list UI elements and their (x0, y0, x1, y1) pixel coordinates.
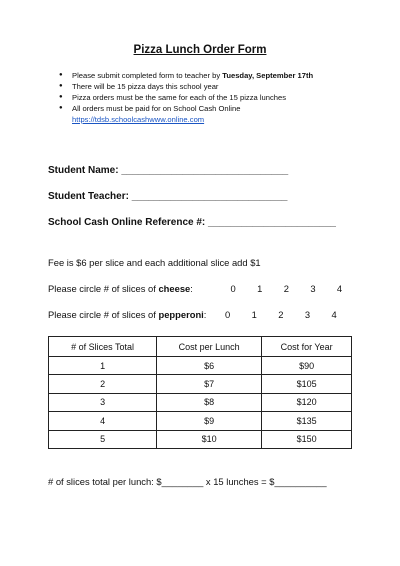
instruction-item: ● There will be 15 pizza days this school year (56, 81, 376, 92)
form-title: Pizza Lunch Order Form (133, 44, 267, 56)
cheese-label: cheese (158, 283, 191, 294)
table-row: 4 $9 $135 (49, 412, 352, 430)
pepperoni-selection-row: Please circle # of slices of pepperoni: 0 1 2 3 4 (48, 309, 346, 320)
cash-reference-field[interactable]: School Cash Online Reference #: _______________________ (48, 217, 336, 228)
instruction-item: ● Please submit completed form to teacher by Tuesday, September 17th (56, 70, 376, 81)
table-header-row (49, 337, 352, 357)
cheese-option-0[interactable]: 0 (230, 283, 236, 294)
instructions-list (56, 70, 376, 125)
student-name-field[interactable]: Student Name: ______________________________ (48, 165, 289, 176)
deadline-date: Tuesday, September 17th (222, 71, 314, 80)
cheese-option-4[interactable]: 4 (336, 283, 343, 294)
student-teacher-field[interactable]: Student Teacher: ____________________________ (48, 191, 288, 202)
instruction-item: ● Pizza orders must be the same for each of the 15 pizza lunches (56, 92, 376, 103)
cheese-option-1[interactable]: 1 (257, 283, 263, 294)
pepperoni-option-3[interactable]: 3 (304, 309, 311, 320)
table-row: 2 $7 $105 (49, 375, 352, 393)
school-cash-link[interactable]: https://tdsb.schoolcashwww.online.com (72, 115, 205, 124)
pepperoni-option-1[interactable]: 1 (251, 309, 257, 320)
fee-description: Fee is $6 per slice and each additional slice add $1 (48, 257, 261, 268)
header-cost-year: Cost for Year (262, 337, 352, 357)
pepperoni-label: pepperoni (158, 309, 204, 320)
cheese-option-3[interactable]: 3 (310, 283, 316, 294)
header-cost-lunch: Cost per Lunch (157, 337, 262, 357)
header-slices: # of Slices Total (49, 337, 157, 357)
instruction-item: ● All orders must be paid for on School Cash Online (56, 103, 376, 114)
pepperoni-option-4[interactable]: 4 (331, 309, 337, 320)
total-calculation-line[interactable]: # of slices total per lunch: $________ x 15 lunches = $__________ (48, 476, 327, 487)
price-table (48, 336, 352, 449)
table-row: 1 $6 $90 (49, 357, 352, 375)
cheese-option-2[interactable]: 2 (283, 283, 289, 294)
pepperoni-option-2[interactable]: 2 (278, 309, 284, 320)
cheese-selection-row: Please circle # of slices of cheese: 0 1 2 3 4 (48, 283, 352, 294)
table-row: 5 $10 $150 (49, 430, 352, 448)
pepperoni-option-0[interactable]: 0 (225, 309, 231, 320)
table-row: 3 $8 $120 (49, 393, 352, 411)
